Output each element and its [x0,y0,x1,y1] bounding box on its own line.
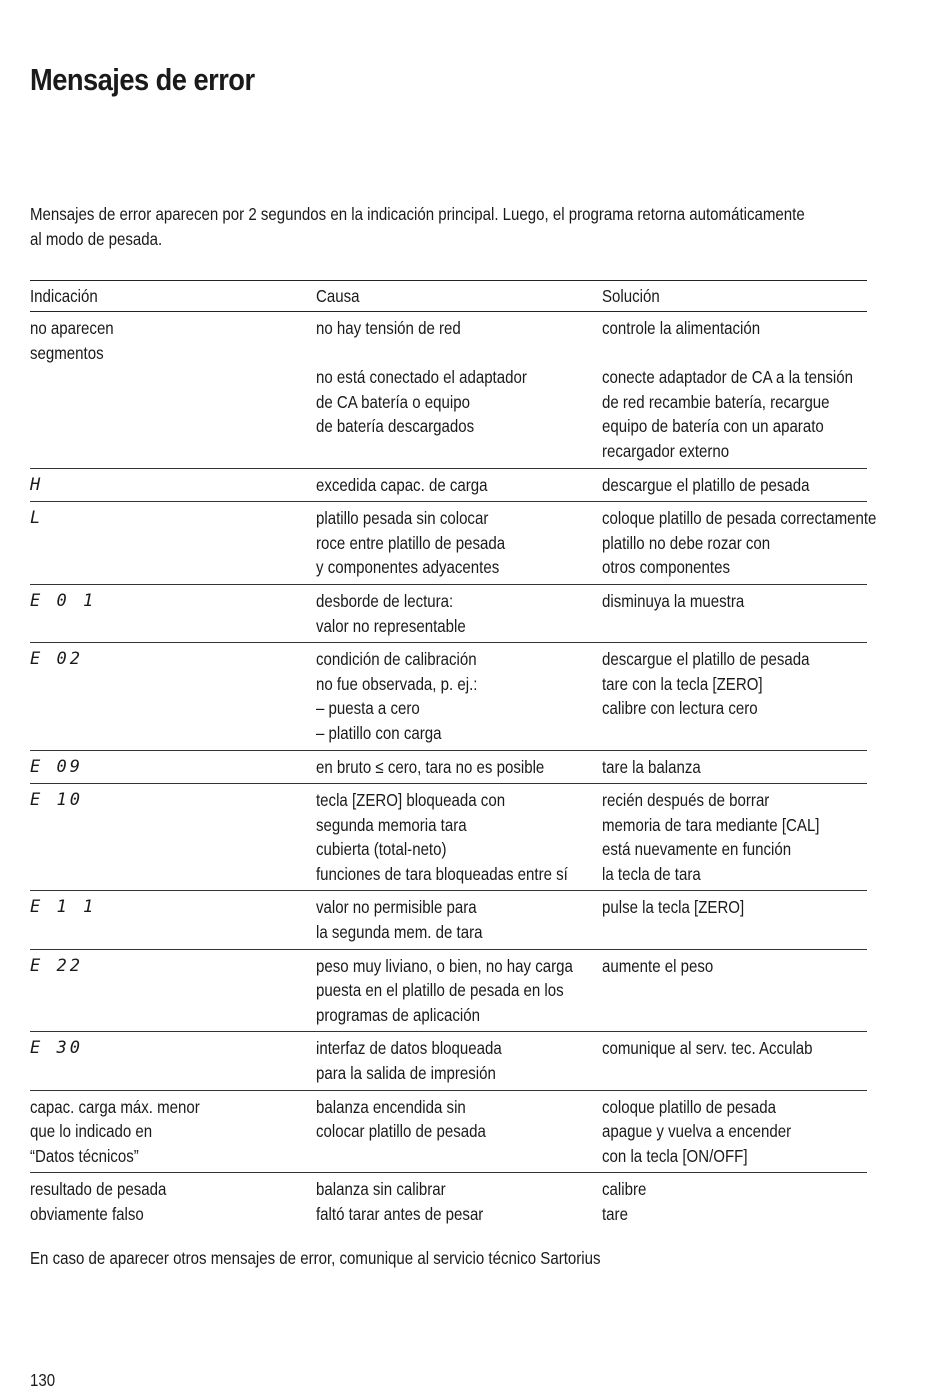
cell-line: apague y vuelva a encender [602,1121,792,1142]
cell-line: de batería descargados [316,416,475,437]
cell-line: “Datos técnicos” [30,1145,139,1166]
display-code [30,647,316,672]
table-body [30,312,877,1231]
cell-line: está nuevamente en función [602,839,792,860]
cell-causa [316,1095,562,1144]
cell-line: conecte adaptador de CA a la tensión [602,367,854,388]
display-code [30,589,316,614]
cell-line: roce entre platillo de pesada [316,532,506,553]
cell-line: descargue el platillo de pesada [602,474,810,495]
cell-causa [316,506,562,580]
cell-line: la tecla de tara [602,863,701,884]
cell-causa [316,895,562,944]
table-header [30,280,867,312]
cell-line: aumente el peso [602,955,714,976]
cell-indicacion [30,316,276,365]
header-causa: Causa [316,285,360,306]
cell-line: platillo no debe rozar con [602,532,771,553]
cell-line: desborde de lectura: [316,590,454,611]
cell-solucion [602,1095,830,1169]
cell-line: segunda memoria tara [316,814,467,835]
cell-line: no fue observada, p. ej.: [316,673,478,694]
cell-causa [316,589,562,638]
cell-line: coloque platillo de pesada correctamente [602,508,877,529]
cell-line [602,341,830,366]
table-row [30,643,867,750]
cell-line: resultado de pesada [30,1179,167,1200]
table-row [30,1032,867,1090]
cell-line: no está conectado el adaptador [316,367,527,388]
cell-line: programas de aplicación [316,1004,480,1025]
cell-line: peso muy liviano, o bien, no hay carga [316,955,573,976]
table-row [30,1173,867,1230]
cell-line: – puesta a cero [316,698,420,719]
cell-indicacion [30,1177,276,1226]
table-row [30,502,877,585]
table-row [30,784,867,891]
display-code [30,895,316,920]
page-number: 130 [30,1370,56,1390]
display-code [30,954,316,979]
intro-line: Mensajes de error aparecen por 2 segundos en la indicación principal. Luego, el programa retorna automáticamente [30,204,805,224]
cell-line: balanza encendida sin [316,1096,466,1117]
table-row [30,751,867,785]
cell-solucion [602,647,830,721]
cell-line: recargador externo [602,440,730,461]
cell-causa [316,473,562,498]
cell-line: faltó tarar antes de pesar [316,1204,484,1224]
cell-line: E 1 1 [30,897,97,918]
cell-line: controle la alimentación [602,318,761,338]
cell-line: tare la balanza [602,756,701,777]
cell-solucion [602,506,877,580]
cell-causa [316,316,562,439]
table-row [30,469,867,503]
cell-line: tecla [ZERO] bloqueada con [316,790,506,811]
cell-line: calibre [602,1179,647,1200]
cell-line: E 22 [30,955,83,976]
display-code [30,1036,316,1061]
cell-line: valor no permisible para [316,897,477,918]
cell-line: calibre con lectura cero [602,698,758,719]
cell-line: colocar platillo de pesada [316,1121,486,1142]
cell-line: condición de calibración [316,649,477,670]
cell-line: – platillo con carga [316,722,442,743]
cell-line: la segunda mem. de tara [316,922,483,943]
cell-line: obviamente falso [30,1204,144,1224]
cell-line: tare con la tecla [ZERO] [602,673,763,694]
display-code [30,506,316,531]
cell-solucion [602,1177,830,1226]
page-title: Mensajes de error [30,62,255,97]
cell-causa [316,954,573,1028]
cell-solucion [602,954,830,979]
cell-solucion [602,316,854,464]
cell-line [316,341,562,366]
cell-causa [316,1036,562,1085]
error-table [30,280,877,1231]
cell-line: no aparecen [30,318,114,338]
cell-solucion [602,788,830,886]
cell-line: disminuya la muestra [602,590,745,611]
cell-solucion [602,1036,830,1061]
cell-line: platillo pesada sin colocar [316,508,489,529]
cell-line: en bruto ≤ cero, tara no es posible [316,756,545,777]
cell-line: valor no representable [316,615,466,636]
cell-line: de red recambie batería, recargue [602,391,830,412]
header-solucion: Solución [602,285,660,306]
cell-line: coloque platillo de pesada [602,1096,777,1117]
cell-line: memoria de tara mediante [CAL] [602,814,820,835]
table-row [30,950,867,1033]
cell-line: segmentos [30,342,104,363]
cell-line: descargue el platillo de pesada [602,649,810,670]
cell-line: E 10 [30,790,83,811]
header-indicacion: Indicación [30,285,98,306]
cell-solucion [602,473,830,498]
footer-note: En caso de aparecer otros mensajes de error, comunique al servicio técnico Sartorius [30,1248,601,1268]
cell-line: capac. carga máx. menor [30,1096,200,1117]
cell-line: excedida capac. de carga [316,474,488,495]
display-code [30,473,316,498]
table-row [30,312,867,469]
table-row [30,891,867,949]
cell-solucion [602,589,830,614]
cell-causa [316,1177,562,1226]
display-code [30,755,316,780]
cell-line: recién después de borrar [602,790,770,811]
cell-line: para la salida de impresión [316,1063,496,1084]
cell-line: E 02 [30,649,83,670]
cell-line: de CA batería o equipo [316,391,470,412]
cell-line: E 0 1 [30,590,97,611]
cell-line: cubierta (total-neto) [316,839,447,860]
cell-line: L [30,508,44,529]
cell-solucion [602,755,830,780]
cell-line: E 30 [30,1038,83,1059]
cell-line: equipo de batería con un aparato [602,416,824,437]
cell-line: balanza sin calibrar [316,1179,446,1200]
cell-line: interfaz de datos bloqueada [316,1038,502,1059]
cell-causa [316,755,562,780]
cell-line: puesta en el platillo de pesada en los [316,980,564,1001]
table-row [30,1091,867,1174]
cell-line: pulse la tecla [ZERO] [602,897,745,918]
cell-line: funciones de tara bloqueadas entre sí [316,863,568,884]
cell-line: que lo indicado en [30,1121,153,1142]
table-row [30,585,867,643]
cell-solucion [602,895,830,920]
display-code [30,788,316,813]
intro-paragraph [30,202,805,252]
cell-line: otros componentes [602,557,731,578]
cell-line: comunique al serv. tec. Acculab [602,1038,813,1059]
cell-line: no hay tensión de red [316,318,461,338]
cell-causa [316,788,568,886]
cell-line: E 09 [30,756,83,777]
cell-indicacion [30,1095,276,1169]
intro-line: al modo de pesada. [30,229,163,249]
cell-line: tare [602,1204,628,1224]
cell-causa [316,647,562,745]
cell-line: con la tecla [ON/OFF] [602,1145,748,1166]
cell-line: y componentes adyacentes [316,557,500,578]
cell-line: H [30,474,44,495]
